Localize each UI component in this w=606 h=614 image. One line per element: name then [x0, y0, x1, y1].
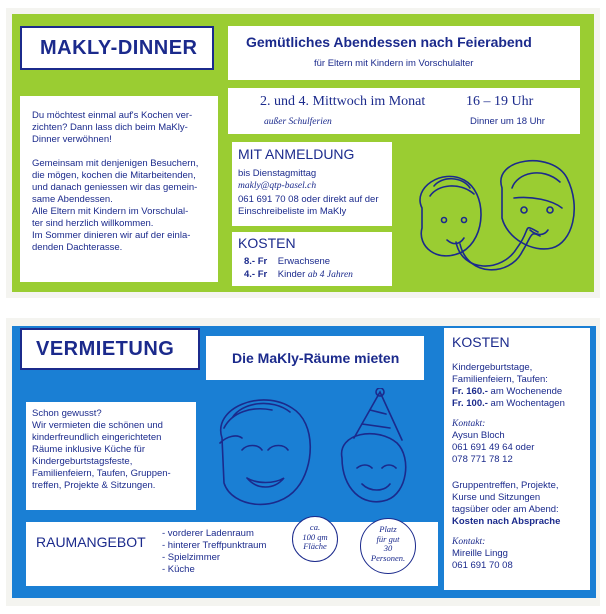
registration-line4: Einschreibeliste im MaKly — [238, 206, 347, 217]
rental-intro-text: Schon gewusst? Wir vermieten die schönen und kinderfreundlich eingerichteten Räume inklusive Küche für Kindergeburtstagsfeste, Familienfeiern, Taufen, Gruppen- treffen, Projekte & Sitzungen. — [32, 408, 171, 491]
registration-email: makly@qtp-basel.ch — [238, 181, 317, 191]
dinner-cost-price: 8.- Fr — [244, 256, 268, 267]
rooms-heading: RAUMANGEBOT — [36, 534, 146, 550]
rental-title-box — [20, 328, 200, 370]
dinner-intro-box — [20, 96, 218, 282]
persons-badge — [360, 518, 416, 574]
dinner-costs-heading: KOSTEN — [238, 235, 296, 251]
rental-costs-heading: KOSTEN — [452, 334, 510, 350]
contact-label: Kontakt: — [452, 537, 486, 547]
room-item: - hinterer Treffpunktraum — [162, 540, 267, 551]
dinner-headline-box — [228, 26, 580, 80]
rental-cost-block1: Kindergeburtstage, Familienfeiern, Taufen: — [452, 362, 548, 385]
registration-heading: MIT ANMELDUNG — [238, 146, 355, 162]
children-drawing-illustration — [202, 388, 432, 518]
persons-badge-text: Platz für gut 30 Personen. — [370, 524, 406, 563]
dinner-title: MAKLY-DINNER — [40, 37, 198, 59]
dinner-card — [6, 8, 600, 298]
dinner-cost-row — [244, 256, 330, 268]
rental-card — [6, 318, 600, 606]
rental-headline-box — [206, 336, 424, 380]
rental-price-label: am Wochentagen — [487, 398, 565, 409]
rental-price-row — [452, 386, 562, 398]
schedule-box — [228, 88, 580, 134]
dinner-intro-text: Du möchtest einmal auf's Kochen ver- zichten? Dann lass dich beim MaKly- Dinner verwöhnen! Gemeinsam mit denjenigen Besuchern, die mögen, kochen die Mitarbeitenden, und danach geniessen wir das gemein- same Abendessen. Alle Eltern mit Kindern im Vorschulal- ter sind herzlich willkommen. Im Sommer dinieren wir auf der einla- denden Dachterasse. — [32, 110, 199, 253]
rental-cost-block2: Gruppentreffen, Projekte, Kurse und Sitzungen tagsüber oder am Abend: — [452, 480, 559, 515]
dinner-cost-row — [244, 269, 353, 281]
dinner-title-box — [20, 26, 214, 70]
rental-price-row — [452, 398, 565, 410]
area-badge — [292, 516, 338, 562]
schedule-time: 16 – 19 Uhr — [466, 94, 534, 109]
dinner-headline: Gemütliches Abendessen nach Feierabend — [246, 34, 532, 50]
room-item: - Spielzimmer — [162, 552, 221, 563]
rental-price: Fr. 100.- — [452, 398, 488, 409]
contact-label: Kontakt: — [452, 419, 486, 429]
contact-details: Aysun Bloch 061 691 49 64 oder 078 771 78 12 — [452, 430, 535, 465]
registration-line3: 061 691 70 08 oder direkt auf der — [238, 194, 379, 205]
holiday-note: außer Schulferien — [264, 117, 332, 127]
schedule-days: 2. und 4. Mittwoch im Monat — [260, 94, 426, 109]
family-drawing-illustration — [402, 148, 582, 288]
registration-box — [232, 142, 392, 226]
rental-price-label: am Wochenende — [487, 386, 563, 397]
rental-headline: Die MaKly-Räume mieten — [232, 350, 400, 366]
room-item: - vorderer Ladenraum — [162, 528, 254, 539]
dinner-cost-label: Erwachsene — [277, 256, 331, 267]
registration-line1: bis Dienstagmittag — [238, 168, 317, 179]
rental-costs-box — [444, 328, 590, 590]
rental-title: VERMIETUNG — [36, 338, 175, 360]
dinner-cost-label: Kinder — [277, 269, 306, 280]
dinner-subline: für Eltern mit Kindern im Vorschulalter — [314, 58, 474, 69]
rental-intro-box — [26, 402, 196, 510]
rental-price: Fr. 160.- — [452, 386, 488, 397]
rental-cost-block2-bold: Kosten nach Absprache — [452, 516, 561, 527]
contact-details: Mireille Lingg 061 691 70 08 — [452, 548, 513, 571]
dinner-costs-box — [232, 232, 392, 286]
area-badge-text: ca. 100 qm Fläche — [302, 522, 328, 551]
dinner-time-note: Dinner um 18 Uhr — [470, 116, 545, 127]
room-item: - Küche — [162, 564, 195, 575]
dinner-cost-extra: ab 4 Jahren — [307, 270, 353, 280]
dinner-cost-price: 4.- Fr — [244, 269, 268, 280]
